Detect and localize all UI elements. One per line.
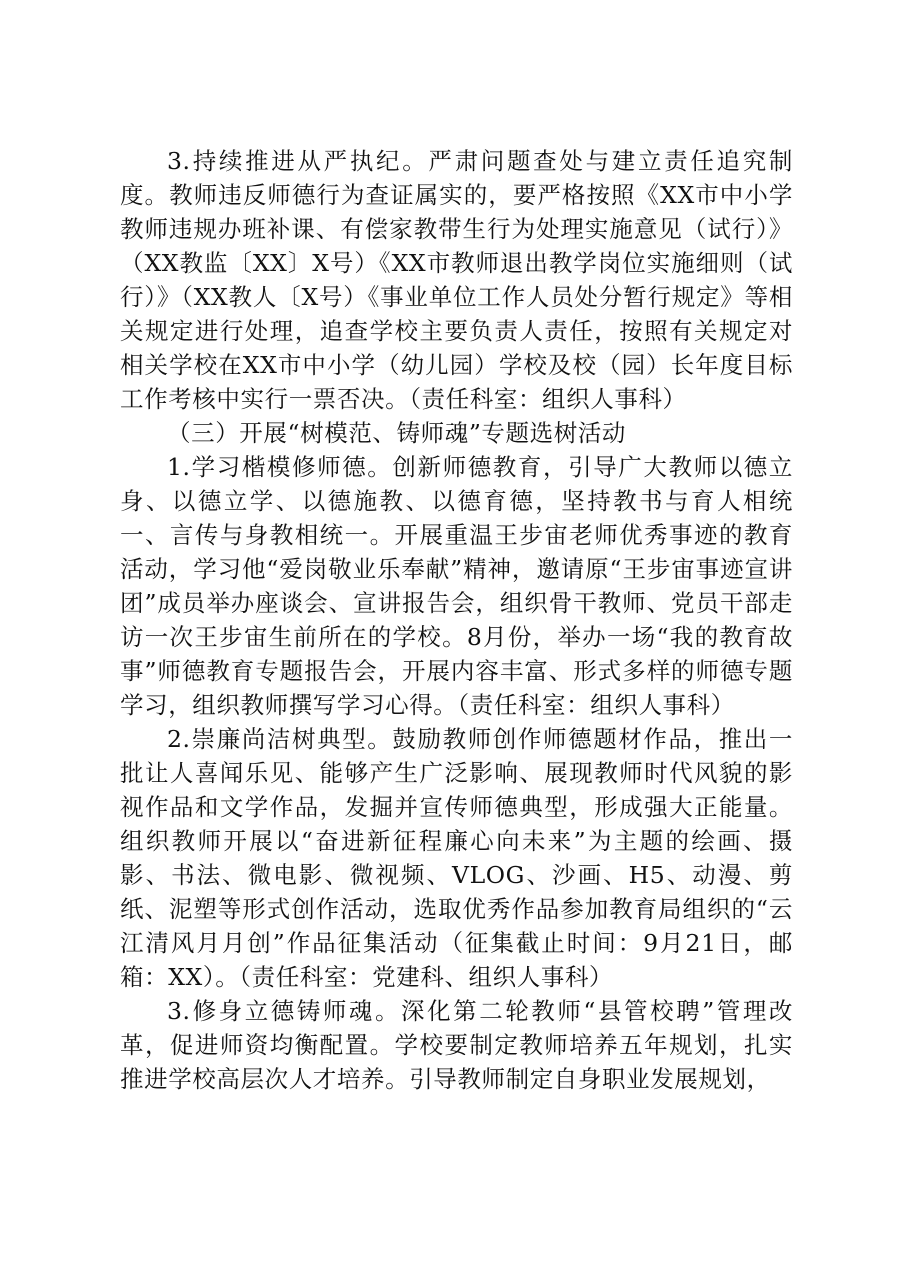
section-heading-3: （三）开展“树模范、铸师魂”专题选树活动 [167,419,627,447]
paragraph-integrity-model: 2.崇廉尚洁树典型。鼓励教师创作师德题材作品，推出一批让人喜闻乐见、能够产生广泛影响、展现教师时代风貌的影视作品和文学作品，发掘并宣传师德典型，形成强大正能量。组织教师开展以“奋进新征程廉心向未来”为主题的绘画、摄影、书法、微电影、微视频、VLOG、沙画、H5、动漫、剪纸、泥塑等形式创作活动，选取优秀作品参加教育局组织的“云江清风月月创”作品征集活动（征集截止时间：9月21日，邮箱：XX）。（责任科室：党建科、组织人事科） [120,725,793,991]
paragraph-learn-model: 1.学习楷模修师德。创新师德教育，引导广大教师以德立身、以德立学、以德施教、以德育德，坚持教书与育人相统一、言传与身教相统一。开展重温王步宙老师优秀事迹的教育活动，学习他“爱岗敬业乐奉献”精神，邀请原“王步宙事迹宣讲团”成员举办座谈会、宣讲报告会，组织骨干教师、党员干部走访一次王步宙生前所在的学校。8月份，举办一场“我的教育故事”师德教育专题报告会，开展内容丰富、形式多样的师德专题学习，组织教师撰写学习心得。（责任科室：组织人事科） [120,453,793,719]
document-page [120,144,793,1096]
paragraph-cultivate-virtue: 3.修身立德铸师魂。深化第二轮教师“县管校聘”管理改革，促进师资均衡配置。学校要制定教师培养五年规划，扎实推进学校高层次人才培养。引导教师制定自身职业发展规划， [120,997,793,1093]
paragraph-strict-discipline: 3.持续推进从严执纪。严肃问题查处与建立责任追究制度。教师违反师德行为查证属实的，要严格按照《XX市中小学教师违规办班补课、有偿家教带生行为处理实施意见（试行）》（XX教监〔XX〕X号）《XX市教师退出教学岗位实施细则（试行）》（XX教人〔X号）《事业单位工作人员处分暂行规定》等相关规定进行处理，追查学校主要负责人责任，按照有关规定对相关学校在XX市中小学（幼儿园）学校及校（园）长年度目标工作考核中实行一票否决。（责任科室：组织人事科） [120,147,793,413]
